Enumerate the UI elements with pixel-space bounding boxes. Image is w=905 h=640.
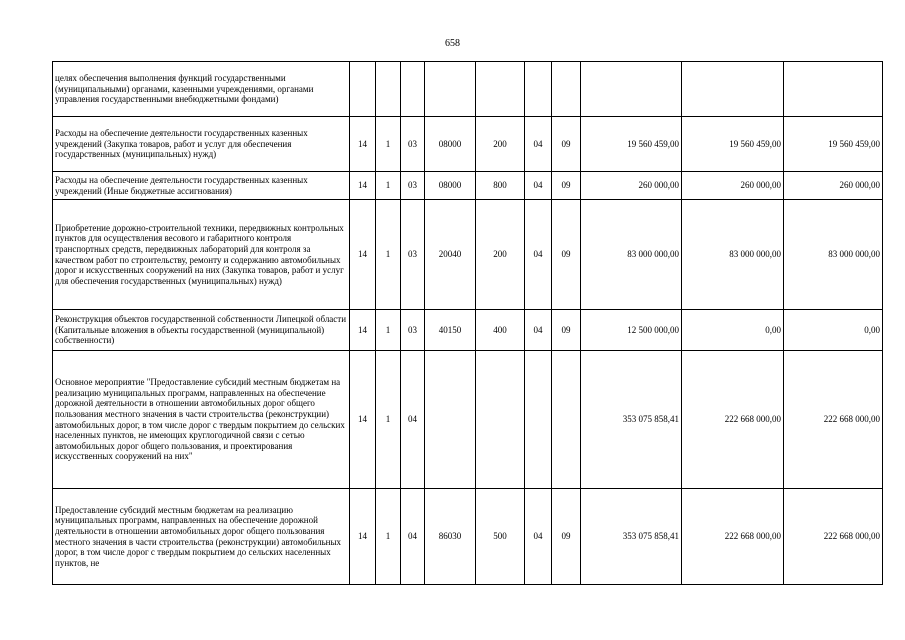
- cell-amount-3: 260 000,00: [784, 172, 883, 200]
- table-row: [53, 200, 883, 310]
- table-row: [53, 172, 883, 200]
- cell-code-4: 40150: [425, 310, 476, 351]
- cell-code-7: 09: [552, 489, 581, 585]
- cell-amount-3: [784, 62, 883, 117]
- cell-code-5: 800: [476, 172, 525, 200]
- cell-code-7: [552, 62, 581, 117]
- cell-code-5: 200: [476, 200, 525, 310]
- cell-amount-3: 222 668 000,00: [784, 489, 883, 585]
- cell-code-5: 200: [476, 117, 525, 172]
- cell-code-4: 86030: [425, 489, 476, 585]
- cell-amount-1: 353 075 858,41: [581, 489, 682, 585]
- cell-code-7: [552, 351, 581, 489]
- cell-code-1: 14: [350, 351, 376, 489]
- cell-code-6: 04: [525, 489, 552, 585]
- cell-code-6: 04: [525, 117, 552, 172]
- cell-code-6: 04: [525, 200, 552, 310]
- cell-amount-2: [682, 62, 784, 117]
- cell-code-1: 14: [350, 310, 376, 351]
- cell-code-4: 08000: [425, 117, 476, 172]
- cell-code-2: 1: [376, 489, 401, 585]
- cell-code-5: 400: [476, 310, 525, 351]
- cell-code-5: [476, 62, 525, 117]
- cell-code-6: [525, 351, 552, 489]
- cell-code-3: 03: [401, 172, 425, 200]
- row-name: Расходы на обеспечение деятельности государственных казенных учреждений (Иные бюджетные ассигнования): [53, 172, 350, 200]
- table-row: [53, 310, 883, 351]
- row-name: Расходы на обеспечение деятельности государственных казенных учреждений (Закупка товаров, работ и услуг для обеспечения государственных (муниципальных) нужд): [53, 117, 350, 172]
- cell-code-1: 14: [350, 172, 376, 200]
- cell-code-3: 03: [401, 200, 425, 310]
- cell-amount-1: [581, 62, 682, 117]
- cell-amount-2: 83 000 000,00: [682, 200, 784, 310]
- row-name: Предоставление субсидий местным бюджетам на реализацию муниципальных программ, направленных на обеспечение дорожной деятельности в отношении автомобильных дорог общего пользования местного значения в части строительства (реконструкции) автомобильных дорог, в том числе дорог с твердым покрытием до сельских населенных пунктов, не: [53, 489, 350, 585]
- cell-code-7: 09: [552, 117, 581, 172]
- cell-code-4: [425, 351, 476, 489]
- cell-code-7: 09: [552, 200, 581, 310]
- cell-code-5: 500: [476, 489, 525, 585]
- cell-amount-2: 0,00: [682, 310, 784, 351]
- budget-table: [52, 61, 883, 585]
- table-row: [53, 489, 883, 585]
- cell-code-6: [525, 62, 552, 117]
- cell-code-2: 1: [376, 351, 401, 489]
- cell-amount-1: 12 500 000,00: [581, 310, 682, 351]
- cell-amount-2: 19 560 459,00: [682, 117, 784, 172]
- cell-code-2: 1: [376, 172, 401, 200]
- cell-amount-1: 83 000 000,00: [581, 200, 682, 310]
- cell-code-5: [476, 351, 525, 489]
- row-name: Основное мероприятие "Предоставление субсидий местным бюджетам на реализацию муниципальных программ, направленных на обеспечение дорожной деятельности в отношении автомобильных дорог общего пользования местного значения в части строительства (реконструкции) автомобильных дорог, в том числе дорог с твердым покрытием до сельских населенных пунктов, не имеющих круглогодичной связи с сетью автомобильных дорог общего пользования, и проектирования искусственных сооружений на них": [53, 351, 350, 489]
- cell-code-6: 04: [525, 310, 552, 351]
- cell-code-3: 04: [401, 351, 425, 489]
- cell-amount-3: 0,00: [784, 310, 883, 351]
- table-row: [53, 62, 883, 117]
- cell-code-4: [425, 62, 476, 117]
- table-row: [53, 351, 883, 489]
- cell-amount-2: 222 668 000,00: [682, 351, 784, 489]
- cell-code-6: 04: [525, 172, 552, 200]
- cell-amount-3: 83 000 000,00: [784, 200, 883, 310]
- cell-code-3: 04: [401, 489, 425, 585]
- cell-amount-3: 222 668 000,00: [784, 351, 883, 489]
- cell-amount-3: 19 560 459,00: [784, 117, 883, 172]
- cell-code-1: 14: [350, 489, 376, 585]
- cell-amount-1: 260 000,00: [581, 172, 682, 200]
- cell-code-4: 08000: [425, 172, 476, 200]
- cell-code-1: [350, 62, 376, 117]
- table-row: [53, 117, 883, 172]
- cell-code-2: [376, 62, 401, 117]
- cell-amount-2: 260 000,00: [682, 172, 784, 200]
- cell-code-1: 14: [350, 200, 376, 310]
- cell-code-3: [401, 62, 425, 117]
- row-name: целях обеспечения выполнения функций государственными (муниципальными) органами, казенными учреждениями, органами управления государственными внебюджетными фондами): [53, 62, 350, 117]
- cell-code-3: 03: [401, 310, 425, 351]
- cell-code-2: 1: [376, 200, 401, 310]
- cell-code-2: 1: [376, 117, 401, 172]
- cell-code-7: 09: [552, 172, 581, 200]
- cell-code-4: 20040: [425, 200, 476, 310]
- cell-amount-1: 19 560 459,00: [581, 117, 682, 172]
- cell-code-7: 09: [552, 310, 581, 351]
- cell-code-2: 1: [376, 310, 401, 351]
- page-number: 658: [445, 38, 460, 49]
- row-name: Приобретение дорожно-строительной техники, передвижных контрольных пунктов для осуществления весового и габаритного контроля транспортных средств, передвижных лабораторий для контроля за качеством работ по строительству, ремонту и содержанию автомобильных дорог и искусственных сооружений на них (Закупка товаров, работ и услуг для обеспечения государственных (муниципальных) нужд): [53, 200, 350, 310]
- cell-code-1: 14: [350, 117, 376, 172]
- row-name: Реконструкция объектов государственной собственности Липецкой области (Капитальные вложения в объекты государственной (муниципальной) собственности): [53, 310, 350, 351]
- cell-amount-2: 222 668 000,00: [682, 489, 784, 585]
- cell-code-3: 03: [401, 117, 425, 172]
- cell-amount-1: 353 075 858,41: [581, 351, 682, 489]
